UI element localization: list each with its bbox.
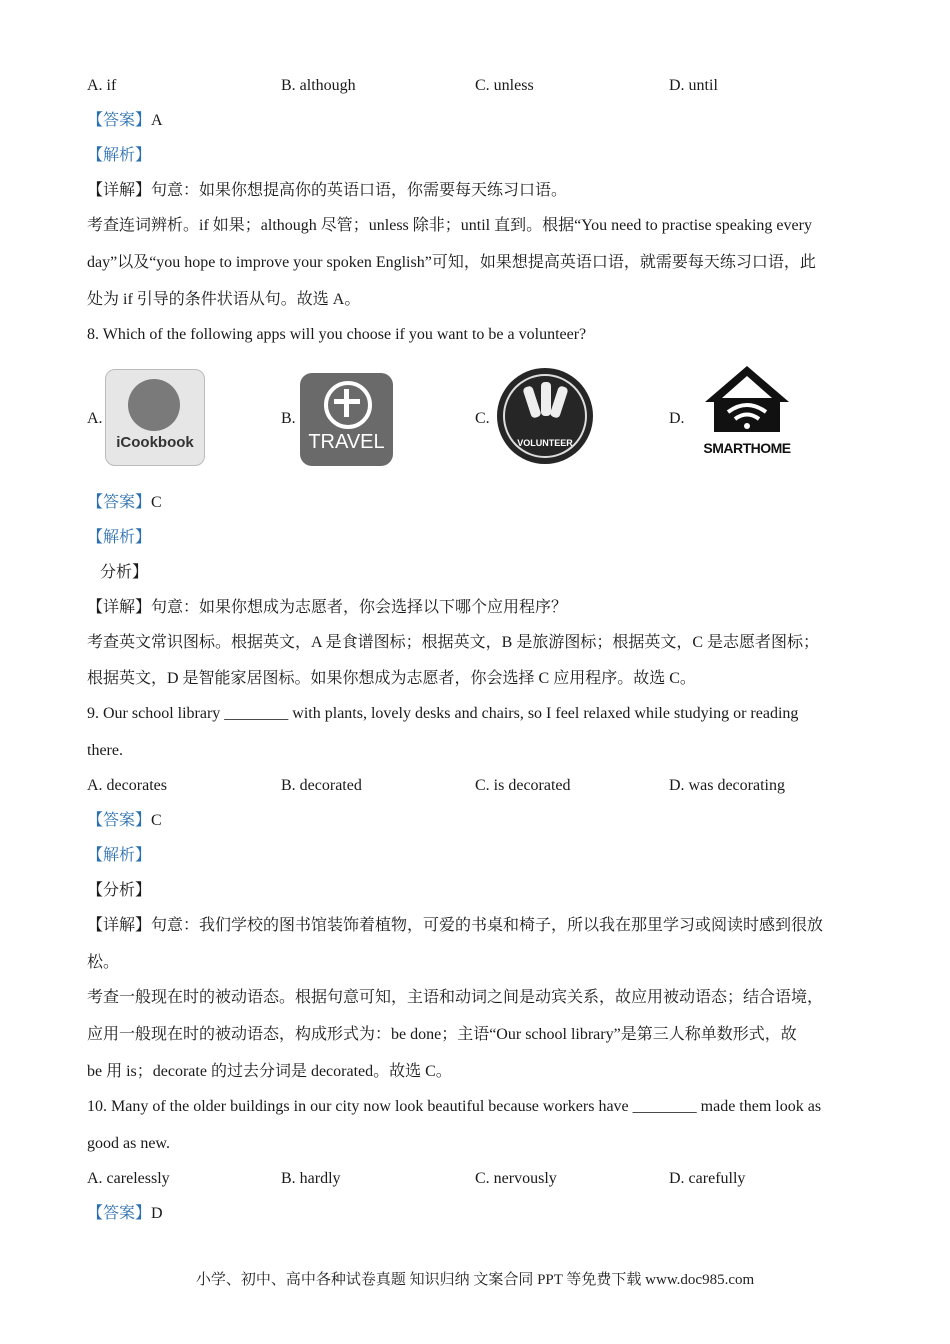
q7-explanation-line: 考查连词辨析。if 如果；although 尽管；unless 除非；until 直到。根据“You need to practise speaking every bbox=[87, 217, 812, 234]
q7-option-d: D. until bbox=[669, 77, 718, 94]
answer-tag: 【答案】 bbox=[87, 112, 152, 129]
q10-option-c: C. nervously bbox=[475, 1170, 557, 1187]
q7-option-c: C. unless bbox=[475, 77, 534, 94]
q7-explanation-line: 处为 if 引导的条件状语从句。故选 A。 bbox=[87, 291, 361, 308]
q9-question: 9. Our school library ________ with plants, lovely desks and chairs, so I feel relaxed while studying or reading bbox=[87, 705, 799, 722]
detail-tag: 【详解】 bbox=[87, 917, 152, 934]
q9-detail-cont: 松。 bbox=[87, 954, 120, 971]
q9-answer bbox=[87, 811, 162, 831]
q9-analysis-tag: 【解析】 bbox=[87, 847, 152, 864]
answer-tag: 【答案】 bbox=[87, 494, 152, 511]
q8-option-b-letter: B. bbox=[281, 410, 296, 427]
q9-explanation-line: 应用一般现在时的被动语态，构成形式为：be done；主语“Our school library”是第三人称单数形式，故 bbox=[87, 1026, 797, 1043]
answer-value: D bbox=[151, 1205, 163, 1222]
q8-answer bbox=[87, 493, 162, 513]
q7-detail bbox=[87, 181, 567, 201]
q8-option-c-letter: C. bbox=[475, 410, 490, 427]
page-footer: 小学、初中、高中各种试卷真题 知识归纳 文案合同 PPT 等免费下载 www.doc985.com bbox=[195, 1272, 755, 1288]
q10-question: 10. Many of the older buildings in our city now look beautiful because workers have ________ made them look as bbox=[87, 1098, 822, 1115]
q8-analysis-tag: 【解析】 bbox=[87, 529, 152, 546]
q10-option-d: D. carefully bbox=[669, 1170, 746, 1187]
q8-explanation-line: 根据英文，D 是智能家居图标。如果你想成为志愿者，你会选择 C 应用程序。故选 C。 bbox=[87, 670, 696, 687]
volunteer-label: VOLUNTEER bbox=[517, 438, 573, 448]
q8-detail bbox=[87, 598, 567, 618]
answer-value: C bbox=[151, 812, 162, 829]
answer-tag: 【答案】 bbox=[87, 1205, 152, 1222]
q8-fenxi-tag: 分析】 bbox=[100, 564, 149, 581]
q8-question: 8. Which of the following apps will you choose if you want to be a volunteer? bbox=[87, 326, 587, 343]
icookbook-label: iCookbook bbox=[116, 434, 194, 451]
q9-explanation-line: 考查一般现在时的被动语态。根据句意可知，主语和动词之间是动宾关系，故应用被动语态；结合语境， bbox=[87, 989, 824, 1006]
detail-text: 句意：如果你想提高你的英语口语，你需要每天练习口语。 bbox=[151, 182, 568, 199]
q7-option-b: B. although bbox=[281, 77, 356, 94]
q9-explanation-line: be 用 is；decorate 的过去分词是 decorated。故选 C。 bbox=[87, 1063, 452, 1080]
q7-analysis-tag: 【解析】 bbox=[87, 147, 152, 164]
answer-value: C bbox=[151, 494, 162, 511]
answer-value: A bbox=[151, 112, 163, 129]
smarthome-label: SMARTHOME bbox=[703, 440, 791, 456]
q8-explanation-line: 考查英文常识图标。根据英文，A 是食谱图标；根据英文，B 是旅游图标；根据英文，C 是志愿者图标； bbox=[87, 634, 820, 651]
q8-option-a-letter: A. bbox=[87, 410, 103, 427]
detail-text: 句意：我们学校的图书馆装饰着植物，可爱的书桌和椅子，所以我在那里学习或阅读时感到很放 bbox=[151, 917, 824, 934]
q8-option-d-letter: D. bbox=[669, 410, 685, 427]
icookbook-icon bbox=[105, 369, 205, 466]
travel-icon bbox=[300, 373, 393, 466]
detail-tag: 【详解】 bbox=[87, 599, 152, 616]
smarthome-icon bbox=[702, 364, 792, 460]
detail-tag: 【详解】 bbox=[87, 182, 152, 199]
q9-option-c: C. is decorated bbox=[475, 777, 571, 794]
q10-option-b: B. hardly bbox=[281, 1170, 341, 1187]
answer-tag: 【答案】 bbox=[87, 812, 152, 829]
q9-option-b: B. decorated bbox=[281, 777, 362, 794]
q9-detail bbox=[87, 916, 823, 936]
q10-answer bbox=[87, 1204, 163, 1224]
travel-label: TRAVEL bbox=[308, 431, 385, 453]
q7-answer bbox=[87, 111, 163, 131]
q9-fenxi-tag: 【分析】 bbox=[87, 882, 152, 899]
detail-text: 句意：如果你想成为志愿者，你会选择以下哪个应用程序？ bbox=[151, 599, 568, 616]
q7-explanation-line: day”以及“you hope to improve your spoken English”可知，如果想提高英语口语，就需要每天练习口语，此 bbox=[87, 254, 816, 271]
q9-option-a: A. decorates bbox=[87, 777, 167, 794]
volunteer-icon bbox=[497, 368, 593, 464]
q9-option-d: D. was decorating bbox=[669, 777, 785, 794]
q10-question-cont: good as new. bbox=[87, 1135, 170, 1152]
q9-question-cont: there. bbox=[87, 742, 123, 759]
q7-option-a: A. if bbox=[87, 77, 117, 94]
q10-option-a: A. carelessly bbox=[87, 1170, 170, 1187]
